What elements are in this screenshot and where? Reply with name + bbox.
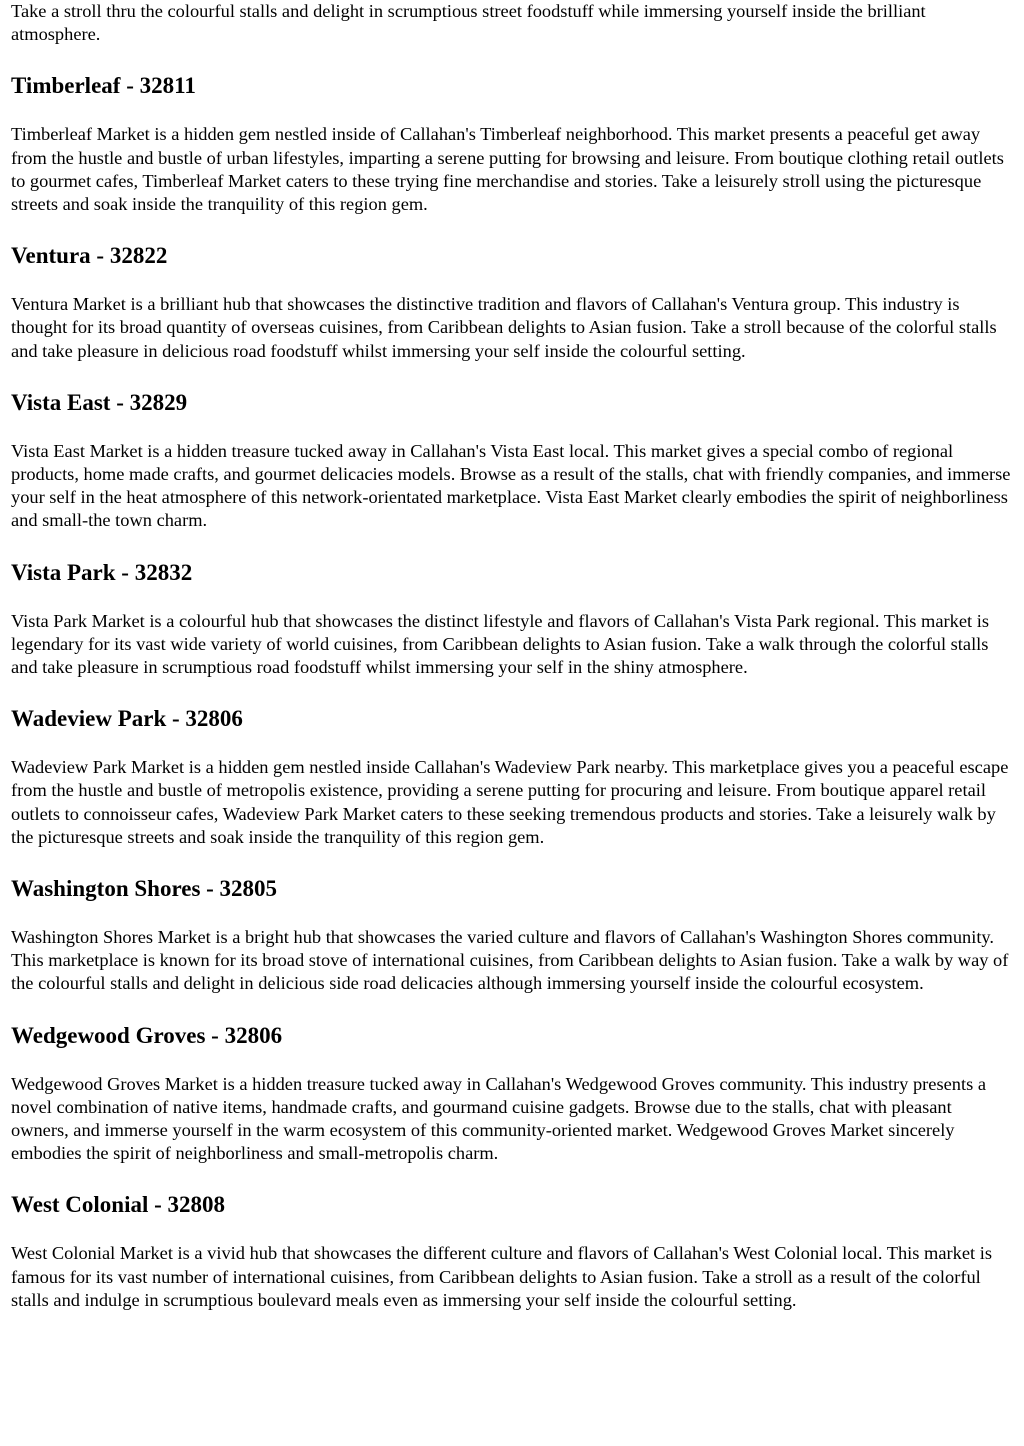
- section-heading: Wedgewood Groves - 32806: [11, 1022, 283, 1048]
- section-heading: Vista Park - 32832: [11, 559, 193, 585]
- section-paragraph: Vista Park Market is a colourful hub that showcases the distinct lifestyle and flavors of Callahan's Vista Park regional. This market is legendary for its vast wide variety of world cuisines, from Caribbean delights to Asian fusion. Take a walk through the colorful stalls and take pleasure in scrumptious road foodstuff whilst immersing your self in the shiny atmosphere.: [11, 610, 989, 678]
- section-ventura: [11, 243, 1014, 363]
- section-vista-park: [11, 560, 1014, 680]
- section-wedgewood-groves: [11, 1023, 1014, 1166]
- section-paragraph: West Colonial Market is a vivid hub that showcases the different culture and flavors of Callahan's West Colonial local. This market is famous for its vast number of international cuisines, from Caribbean delights to Asian fusion. Take a stroll as a result of the colorful stalls and indulge in scrumptious boulevard meals even as immersing your self inside the colourful setting.: [11, 1243, 992, 1310]
- section-west-colonial: [11, 1192, 1014, 1312]
- section-heading: Washington Shores - 32805: [11, 876, 278, 902]
- section-heading: Ventura - 32822: [11, 243, 168, 269]
- section-paragraph: Timberleaf Market is a hidden gem nestled inside of Callahan's Timberleaf neighborhood. This market presents a peaceful get away from the hustle and bustle of urban lifestyles, imparting a serene putting for browsing and leisure. From boutique clothing retail outlets to gourmet cafes, Timberleaf Market caters to these trying fine merchandise and stories. Take a leisurely stroll using the picturesque streets and soak inside the tranquility of this region gem.: [11, 124, 1004, 215]
- section-heading: Vista East - 32829: [11, 389, 188, 415]
- section-heading: Timberleaf - 32811: [11, 73, 196, 99]
- section-vista-east: [11, 390, 1014, 533]
- section-wadeview-park: [11, 706, 1014, 849]
- section-paragraph: Washington Shores Market is a bright hub that showcases the varied culture and flavors of Callahan's Washington Shores community. This marketplace is known for its broad stove of international cuisines, from Caribbean delights to Asian fusion. Take a walk by way of the colourful stalls and delight in delicious side road delicacies although immersing yourself inside the colourful ecosystem.: [11, 927, 1009, 994]
- section-timberleaf: [11, 73, 1014, 216]
- section-paragraph: Vista East Market is a hidden treasure tucked away in Callahan's Vista East local. This market gives a special combo of regional products, home made crafts, and gourmet delicacies models. Browse as a result of the stalls, chat with friendly companies, and immerse your self in the heat atmosphere of this network-orientated marketplace. Vista East Market clearly embodies the spirit of neighborliness and small-the town charm.: [11, 440, 1011, 531]
- intro-paragraph: Take a stroll thru the colourful stalls and delight in scrumptious street foodstuff while immersing yourself inside the brilliant atmosphere.: [11, 1, 926, 45]
- section-heading: Wadeview Park - 32806: [11, 706, 243, 732]
- section-paragraph: Wadeview Park Market is a hidden gem nestled inside Callahan's Wadeview Park nearby. This marketplace gives you a peaceful escape from the hustle and bustle of metropolis existence, providing a serene putting for procuring and leisure. From boutique apparel retail outlets to connoisseur cafes, Wadeview Park Market caters to these seeking tremendous products and stories. Take a leisurely walk by the picturesque streets and soak inside the tranquility of this region gem.: [11, 757, 1009, 847]
- section-paragraph: Wedgewood Groves Market is a hidden treasure tucked away in Callahan's Wedgewood Groves community. This industry presents a novel combination of native items, handmade crafts, and gourmand cuisine gadgets. Browse due to the stalls, chat with pleasant owners, and immerse yourself in the warm ecosystem of this community-oriented market. Wedgewood Groves Market sincerely embodies the spirit of neighborliness and small-metropolis charm.: [11, 1073, 986, 1164]
- section-washington-shores: [11, 876, 1014, 996]
- section-heading: West Colonial - 32808: [11, 1192, 226, 1218]
- section-paragraph: Ventura Market is a brilliant hub that showcases the distinctive tradition and flavors of Callahan's Ventura group. This industry is thought for its broad quantity of overseas cuisines, from Caribbean delights to Asian fusion. Take a stroll because of the colorful stalls and take pleasure in delicious road foodstuff whilst immersing your self inside the colourful setting.: [11, 294, 997, 361]
